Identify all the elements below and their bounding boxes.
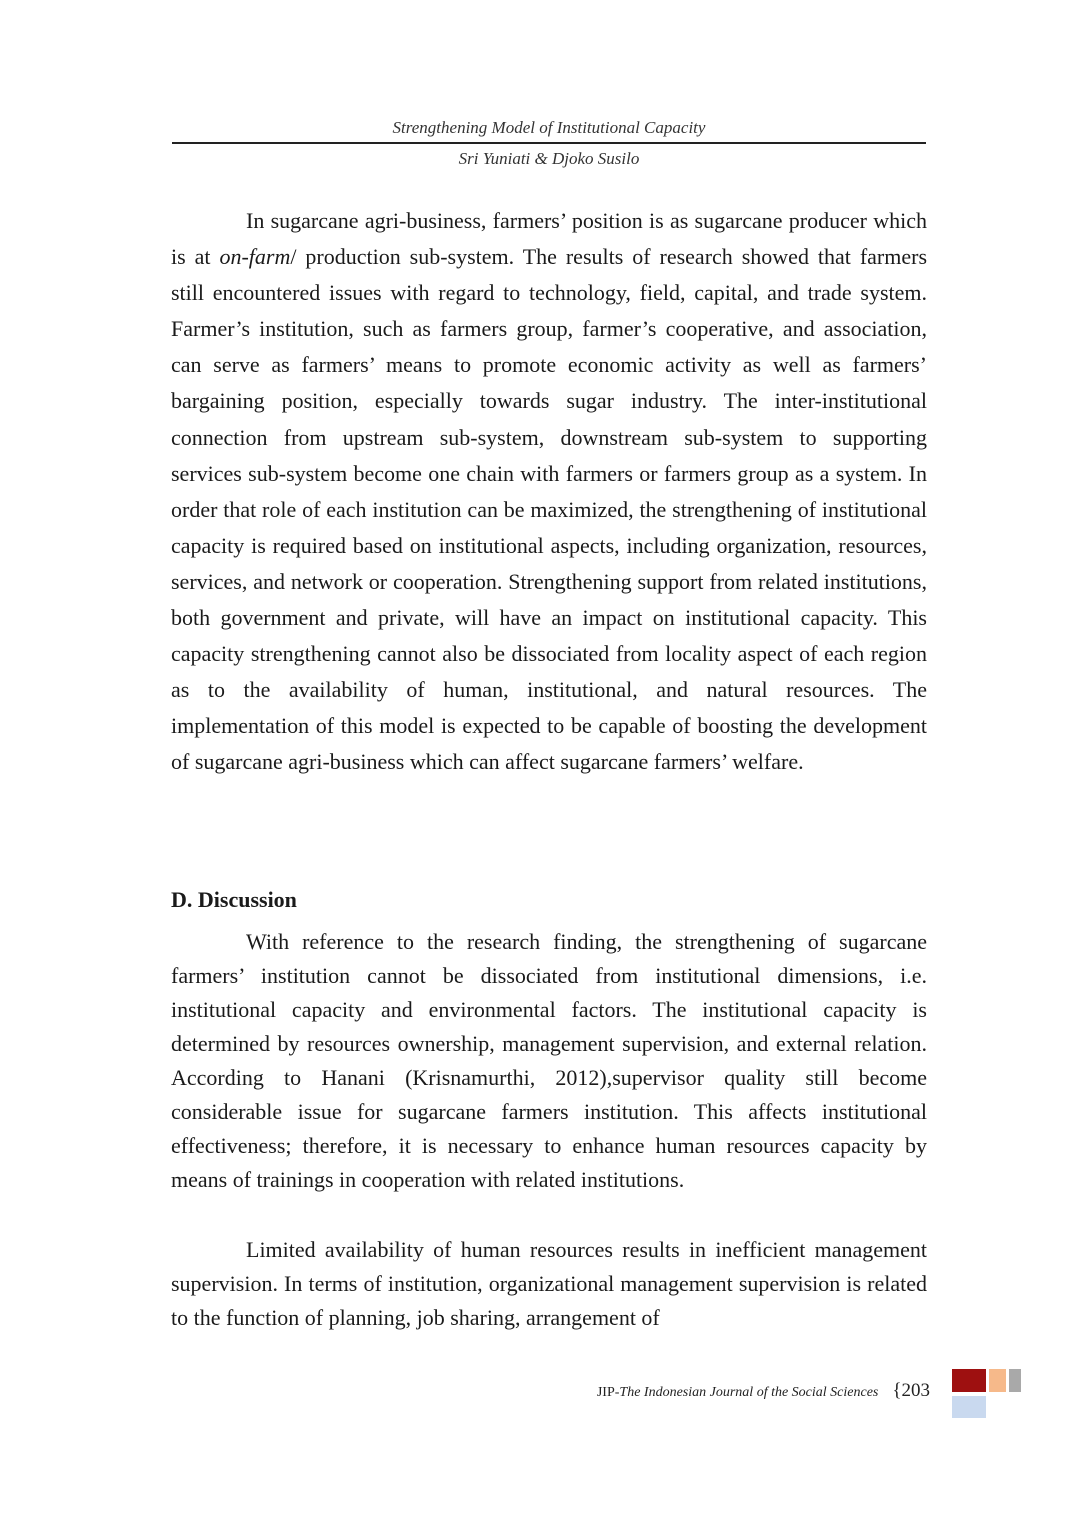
decorative-square-gray [1009,1369,1021,1392]
running-header [172,116,926,171]
decorative-square-orange [989,1369,1006,1392]
paragraph-1-text-b: / production sub-system. The results of research showed that farmers still encountered issues with regard to technology, field, capital, and trade system. Farmer’s institution, such as farmers group, farmer’s cooperative, and association, can serve as farmers’ means to promote economic activity as well as farmers’ bargaining position, especially towards sugar industry. The inter-institutional connection from upstream sub-system, downstream sub-system to supporting services sub-system become one chain with farmers or farmers group as a system. In order that role of each institution can be maximized, the strengthening of institutional capacity is required based on institutional aspects, including organization, resources, services, and network or cooperation. Strengthening support from related institutions, both government and private, will have an impact on institutional capacity. This capacity strengthening cannot also be dissociated from locality aspect of each region as to the availability of human, institutional, and natural resources. The implementation of this model is expected to be capable of boosting the development of sugarcane agri-business which can affect sugarcane farmers’ welfare. [171,244,928,775]
running-title: Strengthening Model of Institutional Capacity [392,118,706,137]
running-authors: Sri Yuniati & Djoko Susilo [458,149,640,168]
body-paragraph-2: With reference to the research finding, the strengthening of sugarcane farmers’ institution cannot be dissociated from institutional dimensions, i.e. institutional capacity and environmental factors. The institutional capacity is determined by resources ownership, management supervision, and external relation. According to Hanani (Krisnamurthi, 2012),supervisor quality still become considerable issue for sugarcane farmers institution. This affects institutional effectiveness; therefore, it is necessary to enhance human resources capacity by means of trainings in cooperation with related institutions. [171,929,927,1192]
decorative-square-red [952,1369,986,1392]
paragraph-1-text-a: In sugarcane agri-business, farmers’ position is as sugarcane producer which is at [171,208,927,270]
page-footer [500,1381,930,1403]
journal-prefix: JIP- [596,1385,620,1400]
header-rule [172,142,926,144]
body-paragraph-1 [171,203,927,781]
paragraph-1-italic: on-farm [219,244,291,270]
decorative-square-blue [952,1396,986,1418]
body-paragraph-3: Limited availability of human resources results in inefficient management supervision. In terms of institution, organizational management supervision is related to the function of planning, job sharing, arrangement of [171,1237,927,1330]
page-number: {203 [892,1380,930,1401]
section-heading: D. Discussion [171,887,297,912]
journal-name: The Indonesian Journal of the Social Sciences [619,1385,879,1400]
